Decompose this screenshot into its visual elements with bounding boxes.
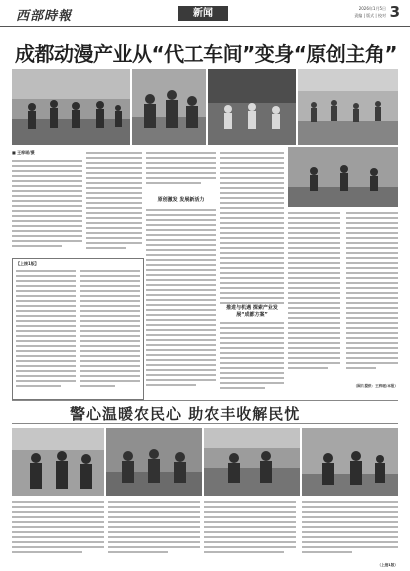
photo-credit: （图片提供：王梓瑶/本报） <box>353 384 398 388</box>
photo-crowd-street <box>12 69 130 145</box>
photo-exhibition-hall <box>298 69 398 145</box>
photo-village-help <box>302 428 398 496</box>
issue-editors: 责编 | 版式 | 校对 <box>354 13 386 18</box>
issue-date: 2026年1月5日 <box>358 6 386 11</box>
photo-performers-square <box>288 147 398 207</box>
box-title: 【上接1版】 <box>16 261 39 266</box>
photo-farmers-market <box>106 428 202 496</box>
bottom-article-text <box>12 499 398 565</box>
photo-stage-performance <box>208 69 296 145</box>
article-column-2 <box>86 150 142 255</box>
photo-police-visit <box>12 428 104 496</box>
page-number: 3 <box>389 3 400 21</box>
continued-article-box <box>12 258 144 400</box>
section-badge: 新闻 <box>178 6 228 21</box>
subhead-original-creation: 原创激发 发展新活力 <box>157 197 205 203</box>
article-column-5 <box>288 210 398 400</box>
article-column-4 <box>220 150 284 400</box>
subhead-exploration: 推进与机遇 探索产业发展“成都方案” <box>220 305 284 319</box>
newspaper-logo: 西部時報 <box>16 9 73 24</box>
bottom-continued-note: （上接1版） <box>377 563 398 567</box>
issue-info <box>354 5 386 19</box>
photo-cosplay-group <box>132 69 206 145</box>
body-text-block <box>12 158 82 253</box>
page-headline: 成都动漫产业从“代工车间”变身“原创主角” <box>14 42 398 66</box>
article-column-3 <box>146 150 216 400</box>
photo-harvest-field <box>204 428 300 496</box>
article-column-1 <box>12 150 82 255</box>
article-author: ■ 王梓瑶/摄 <box>12 150 35 155</box>
section-divider <box>12 400 398 401</box>
masthead <box>0 0 410 27</box>
story-banner-headline: 警心温暖农民心 助农丰收解民忧 <box>70 405 301 423</box>
banner-underline <box>12 423 398 424</box>
subhead-block <box>220 302 284 322</box>
